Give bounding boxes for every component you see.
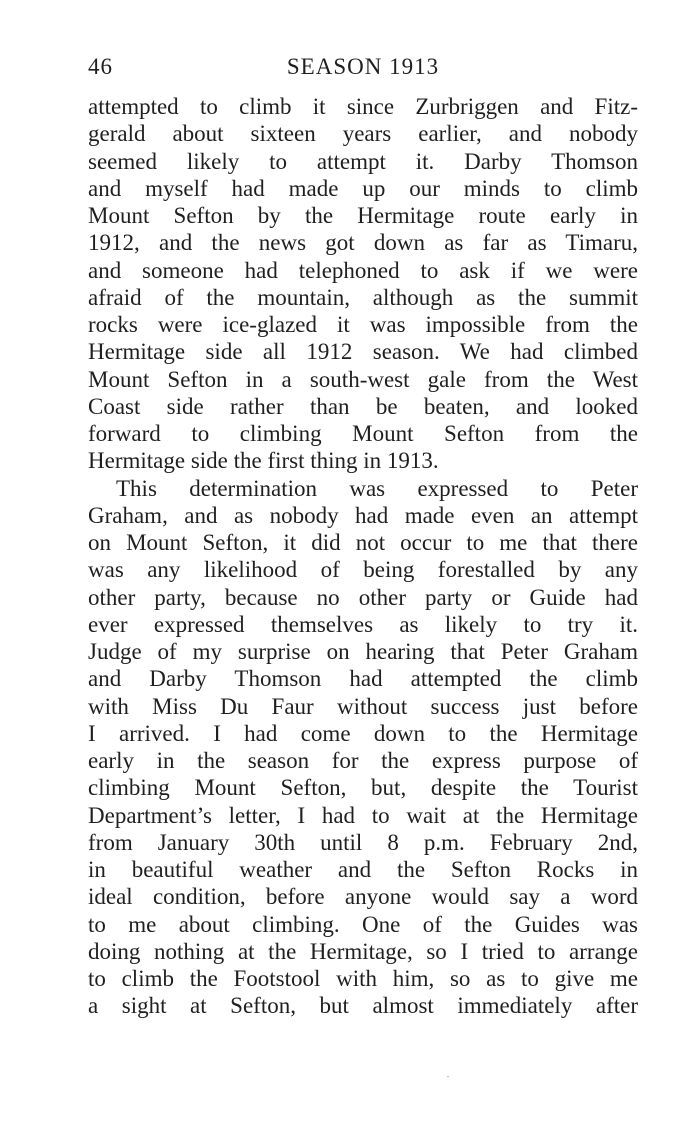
page-number: 46 <box>88 54 113 79</box>
text-line: and Darby Thomson had attempted the climb <box>88 666 638 692</box>
text-line: ever expressed themselves as likely to try it. <box>88 611 638 637</box>
text-line: climbing Mount Sefton, but, despite the Tourist <box>88 775 638 801</box>
text-line: ideal condition, before anyone would say a word <box>88 884 638 910</box>
text-line: in beautiful weather and the Sefton Rocks in <box>88 857 638 882</box>
text-line: a sight at Sefton, but almost immediately after <box>88 993 638 1019</box>
text-line: with Miss Du Faur without success just before <box>88 693 638 719</box>
text-line: other party, because no other party or Guide had <box>88 584 638 610</box>
text-line: Mount Sefton in a south-west gale from the West <box>88 366 638 392</box>
text-line: was any likelihood of being forestalled by any <box>88 557 638 583</box>
text-line: Graham, and as nobody had made even an attempt <box>88 502 638 528</box>
text-line: Department’s letter, I had to wait at the Hermitage <box>88 802 638 828</box>
page-header <box>88 54 638 88</box>
text-line: Mount Sefton by the Hermitage route early in <box>88 203 638 228</box>
text-line: doing nothing at the Hermitage, so I tried to arrange <box>88 938 638 964</box>
text-line: Judge of my surprise on hearing that Peter Graham <box>88 639 638 664</box>
text-line: early in the season for the express purpose of <box>88 748 638 773</box>
text-line: Coast side rather than be beaten, and looked <box>88 393 638 419</box>
book-page <box>88 54 638 1020</box>
text-line: to climb the Footstool with him, so as to give me <box>88 966 638 991</box>
text-line: and myself had made up our minds to climb <box>88 175 638 201</box>
text-line: rocks were ice-glazed it was impossible from the <box>88 312 638 337</box>
text-line: to me about climbing. One of the Guides was <box>88 911 638 937</box>
body-text <box>88 93 638 1020</box>
text-line: I arrived. I had come down to the Hermitage <box>88 720 638 746</box>
text-line: Hermitage side all 1912 season. We had climbed <box>88 339 638 365</box>
text-line: afraid of the mountain, although as the summit <box>88 284 638 310</box>
paper-speck <box>447 1076 449 1077</box>
text-line: forward to climbing Mount Sefton from the <box>88 421 638 446</box>
text-line: attempted to climb it since Zurbriggen and Fitz- <box>88 94 638 119</box>
text-line: gerald about sixteen years earlier, and nobody <box>88 121 638 147</box>
text-line: seemed likely to attempt it. Darby Thomson <box>88 148 638 174</box>
text-line: 1912, and the news got down as far as Timaru, <box>88 230 638 256</box>
text-line: and someone had telephoned to ask if we were <box>88 257 638 283</box>
text-line: This determination was expressed to Peter <box>116 475 638 501</box>
text-line: from January 30th until 8 p.m. February 2nd, <box>88 829 638 855</box>
text-line: on Mount Sefton, it did not occur to me that there <box>88 530 638 555</box>
running-title: SEASON 1913 <box>286 54 440 79</box>
text-line: Hermitage side the first thing in 1913. <box>88 448 439 474</box>
